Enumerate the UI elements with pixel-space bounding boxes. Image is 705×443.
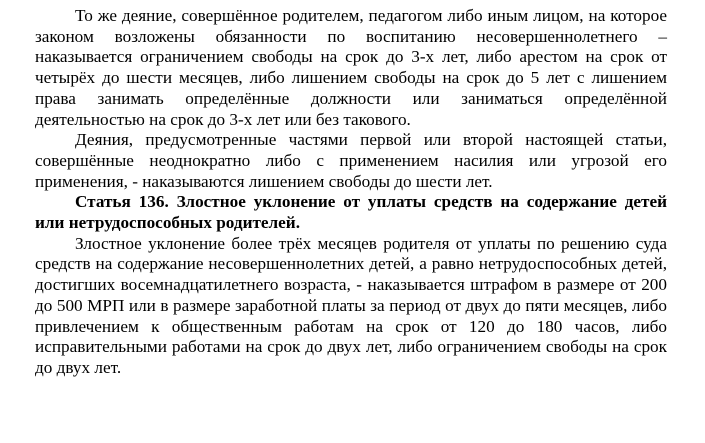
article-136-heading: Статья 136. Злостное уклонение от уплаты средств на содержание детей или нетрудоспособных родителей. [35, 192, 667, 233]
paragraph-article-136-body: Злостное уклонение более трёх месяцев родителя от уплаты по решению суда средств на содержание несовершеннолетних детей, а равно нетрудоспособных детей, достигших восемнадцатилетнего возраста, - наказывается штрафом в размере от 200 до 500 МРП или в размере заработной платы за период от двух до пяти месяцев, либо привлечением к общественным работам на срок от 120 до 180 часов, либо исправительными работами на срок до двух лет, либо ограничением свободы на срок до двух лет. [35, 233, 667, 377]
document-page [35, 6, 667, 379]
paragraph-parent-liability: То же деяние, совершённое родителем, педагогом либо иным лицом, на которое законом возложены обязанности по воспитанию несовершеннолетнего – наказывается ограничением свободы на срок до 3-х лет, либо арестом на срок от четырёх до шести месяцев, либо лишением свободы на срок до 5 лет с лишением права занимать определённые должности или заниматься определённой деятельностью на срок до 3-х лет или без такового. [35, 6, 667, 129]
paragraph-repeated-offense: Деяния, предусмотренные частями первой или второй настоящей статьи, совершённые неоднократно либо с применением насилия или угрозой его применения, - наказываются лишением свободы до шести лет. [35, 130, 667, 191]
